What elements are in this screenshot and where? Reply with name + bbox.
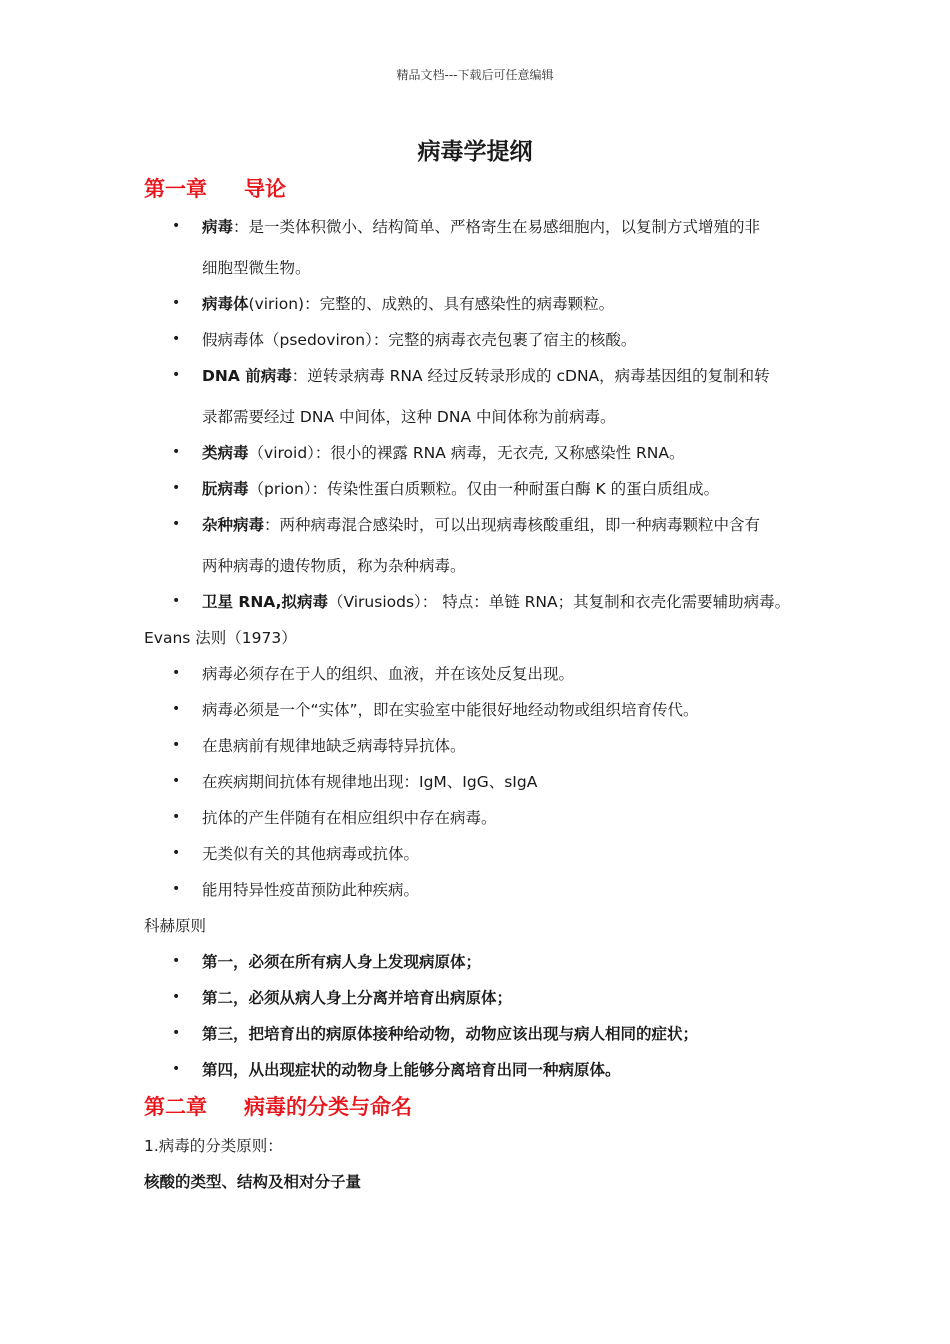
definition-continuation: 录都需要经过 DNA 中间体，这种 DNA 中间体称为前病毒。 bbox=[202, 408, 616, 426]
bullet-icon: • bbox=[172, 1025, 181, 1041]
term: 病毒 bbox=[202, 218, 234, 236]
definition-item bbox=[202, 590, 790, 612]
term: DNA 前病毒 bbox=[202, 367, 292, 385]
koch-heading: 科赫原则 bbox=[144, 917, 207, 935]
definition-item bbox=[202, 215, 760, 237]
definition-item bbox=[202, 364, 770, 386]
definition-item bbox=[202, 477, 719, 499]
definition-text: （prion）：传染性蛋白质颗粒。仅由一种耐蛋白酶 K 的蛋白质组成。 bbox=[248, 480, 720, 498]
evans-heading: Evans 法则（1973） bbox=[144, 629, 297, 647]
definition-text: (virion)：完整的、成熟的、具有感染性的病毒颗粒。 bbox=[248, 295, 615, 313]
chapter-name: 导论 bbox=[244, 177, 286, 201]
bullet-icon: • bbox=[172, 1061, 181, 1077]
definition-continuation: 两种病毒的遗传物质，称为杂种病毒。 bbox=[202, 557, 466, 575]
bullet-icon: • bbox=[172, 953, 181, 969]
bullet-icon: • bbox=[172, 809, 181, 825]
bullet-icon: • bbox=[172, 444, 181, 460]
definition-text: （Virusiods）： 特点：单链 RNA；其复制和衣壳化需要辅助病毒。 bbox=[327, 593, 791, 611]
evans-item: 在患病前有规律地缺乏病毒特异抗体。 bbox=[202, 737, 466, 755]
document-title: 病毒学提纲 bbox=[417, 139, 533, 165]
chapter-name: 病毒的分类与命名 bbox=[244, 1095, 412, 1119]
definition-text: （viroid）：很小的裸露 RNA 病毒，无衣壳, 又称感染性 RNA。 bbox=[248, 444, 685, 462]
koch-item: 第三，把培育出的病原体接种给动物，动物应该出现与病人相同的症状； bbox=[202, 1025, 699, 1043]
evans-item: 抗体的产生伴随有在相应组织中存在病毒。 bbox=[202, 809, 497, 827]
definition-text: ：两种病毒混合感染时，可以出现病毒核酸重组，即一种病毒颗粒中含有 bbox=[264, 516, 761, 534]
bullet-icon: • bbox=[172, 881, 181, 897]
evans-item: 病毒必须是一个“实体”，即在实验室中能很好地经动物或组织培育传代。 bbox=[202, 701, 699, 719]
page-header: 精品文档---下载后可任意编辑 bbox=[396, 68, 554, 82]
evans-item: 能用特异性疫苗预防此种疾病。 bbox=[202, 881, 420, 899]
evans-item: 病毒必须存在于人的组织、血液，并在该处反复出现。 bbox=[202, 665, 575, 683]
term: 杂种病毒 bbox=[202, 516, 265, 534]
chapter-number: 第二章 bbox=[144, 1095, 207, 1119]
bullet-icon: • bbox=[172, 665, 181, 681]
bullet-icon: • bbox=[172, 701, 181, 717]
chapter-2-heading bbox=[144, 1091, 412, 1121]
evans-item: 在疾病期间抗体有规律地出现：IgM、IgG、sIgA bbox=[202, 773, 538, 791]
definition-continuation: 细胞型微生物。 bbox=[202, 259, 311, 277]
bullet-icon: • bbox=[172, 480, 181, 496]
term: 类病毒 bbox=[202, 444, 249, 462]
definition-item bbox=[202, 441, 684, 463]
definition-text: ：是一类体积微小、结构简单、严格寄生在易感细胞内，以复制方式增殖的非 bbox=[233, 218, 761, 236]
bullet-icon: • bbox=[172, 989, 181, 1005]
definition-item bbox=[202, 328, 636, 350]
bullet-icon: • bbox=[172, 295, 181, 311]
definition-text: ：逆转录病毒 RNA 经过反转录形成的 cDNA，病毒基因组的复制和转 bbox=[291, 367, 770, 385]
bullet-icon: • bbox=[172, 737, 181, 753]
koch-item: 第一，必须在所有病人身上发现病原体； bbox=[202, 953, 482, 971]
bullet-icon: • bbox=[172, 593, 181, 609]
bullet-icon: • bbox=[172, 331, 181, 347]
term: 卫星 RNA,拟病毒 bbox=[202, 593, 328, 611]
definition-item bbox=[202, 513, 760, 535]
chapter-number: 第一章 bbox=[144, 177, 207, 201]
koch-item: 第四，从出现症状的动物身上能够分离培育出同一种病原体。 bbox=[202, 1061, 621, 1079]
term: 病毒体 bbox=[202, 295, 249, 313]
bullet-icon: • bbox=[172, 516, 181, 532]
term: 朊病毒 bbox=[202, 480, 249, 498]
bullet-icon: • bbox=[172, 218, 181, 234]
bullet-icon: • bbox=[172, 367, 181, 383]
definition-text: 假病毒体（psedoviron）：完整的病毒衣壳包裹了宿主的核酸。 bbox=[202, 331, 637, 349]
classification-heading: 1.病毒的分类原则： bbox=[144, 1137, 283, 1155]
bullet-icon: • bbox=[172, 773, 181, 789]
bullet-icon: • bbox=[172, 845, 181, 861]
chapter-1-heading bbox=[144, 173, 286, 203]
koch-item: 第二，必须从病人身上分离并培育出病原体； bbox=[202, 989, 513, 1007]
evans-item: 无类似有关的其他病毒或抗体。 bbox=[202, 845, 420, 863]
classification-subheading: 核酸的类型、结构及相对分子量 bbox=[144, 1173, 362, 1191]
definition-item bbox=[202, 292, 614, 314]
